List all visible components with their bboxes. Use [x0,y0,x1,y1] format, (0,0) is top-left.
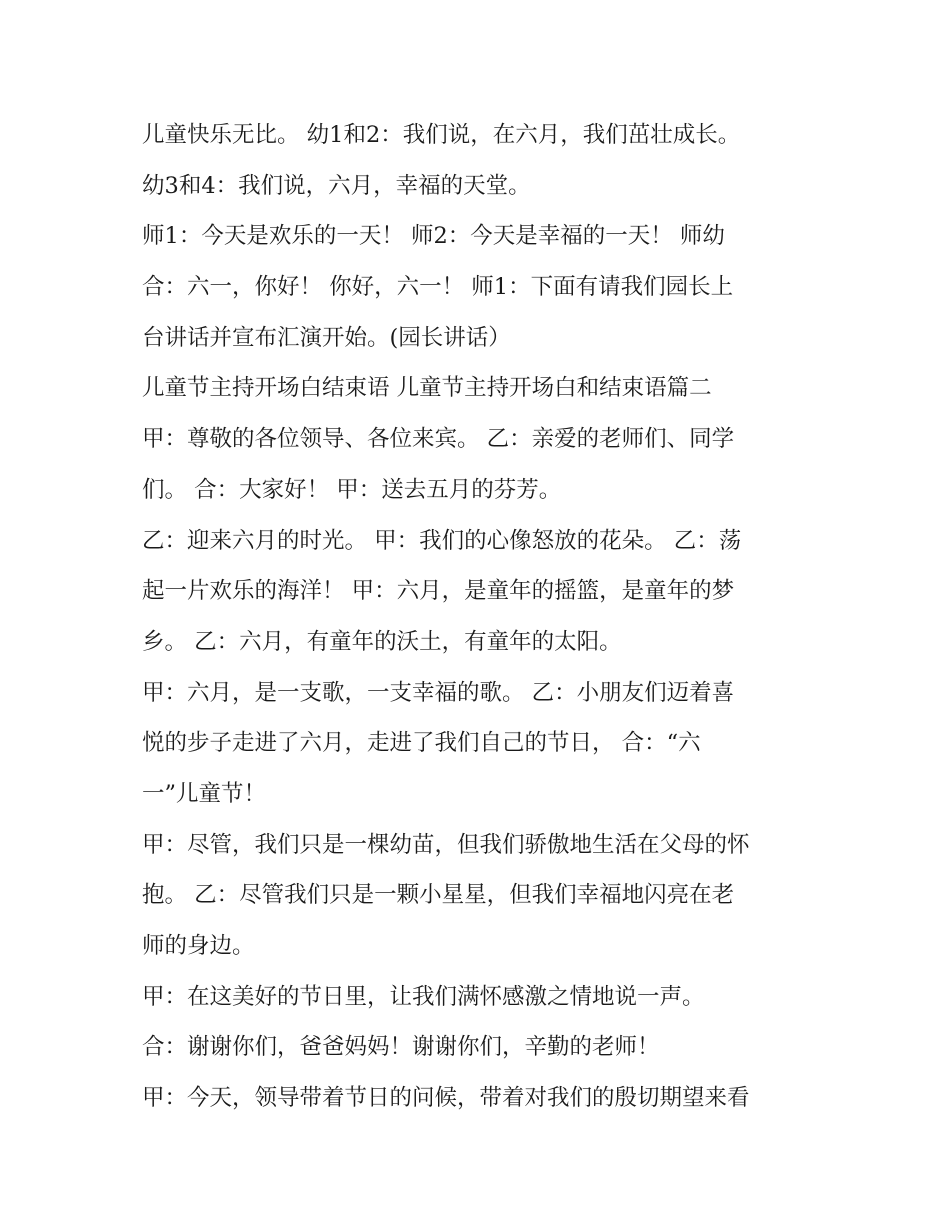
text-line: 师1：今天是欢乐的一天！ 师2：今天是幸福的一天！ 师幼 [142,223,725,250]
text-line: 儿童快乐无比。 幼1和2：我们说，在六月，我们茁壮成长。 [142,122,741,148]
text-line: 乡。 乙：六月，有童年的沃土，有童年的太阳。 [142,628,622,655]
text-line: 乙：迎来六月的时光。 甲：我们的心像怒放的花朵。 乙：荡 [142,527,742,554]
text-line: 台讲话并宣布汇演开始。(园长讲话） [142,324,511,351]
text-line: 抱。 乙：尽管我们只是一颗小星星，但我们幸福地闪亮在老 [142,882,735,909]
document-body [142,110,832,1124]
text-line: 甲：今天，领导带着节日的问候，带着对我们的殷切期望来看 [142,1085,750,1112]
text-line: 们。 合：大家好！ 甲：送去五月的芬芳。 [142,476,562,503]
text-line: 甲：尊敬的各位领导、各位来宾。 乙：亲爱的老师们、同学 [142,426,735,453]
text-line: 悦的步子走进了六月，走进了我们自己的节日， 合：“六 [142,730,701,757]
text-line: 师的身边。 [142,933,255,959]
text-line: 一”儿童节！ [142,780,267,807]
text-line: 甲：六月，是一支歌，一支幸福的歌。 乙：小朋友们迈着喜 [142,679,735,706]
text-line: 起一片欢乐的海洋！ 甲：六月，是童年的摇篮，是童年的梦 [142,578,735,605]
text-line: 甲：在这美好的节日里，让我们满怀感激之情地说一声。 [142,983,705,1010]
text-line: 甲：尽管，我们只是一棵幼苗，但我们骄傲地生活在父母的怀 [142,831,750,858]
text-line: 合：六一，你好！ 你好，六一！ 师1：下面有请我们园长上 [142,274,734,301]
text-line: 合：谢谢你们，爸爸妈妈！谢谢你们，辛勤的老师！ [142,1034,660,1061]
text-line: 幼3和4：我们说，六月，幸福的天堂。 [142,172,531,199]
section-heading: 儿童节主持开场白结束语 儿童节主持开场白和结束语篇二 [142,375,712,402]
